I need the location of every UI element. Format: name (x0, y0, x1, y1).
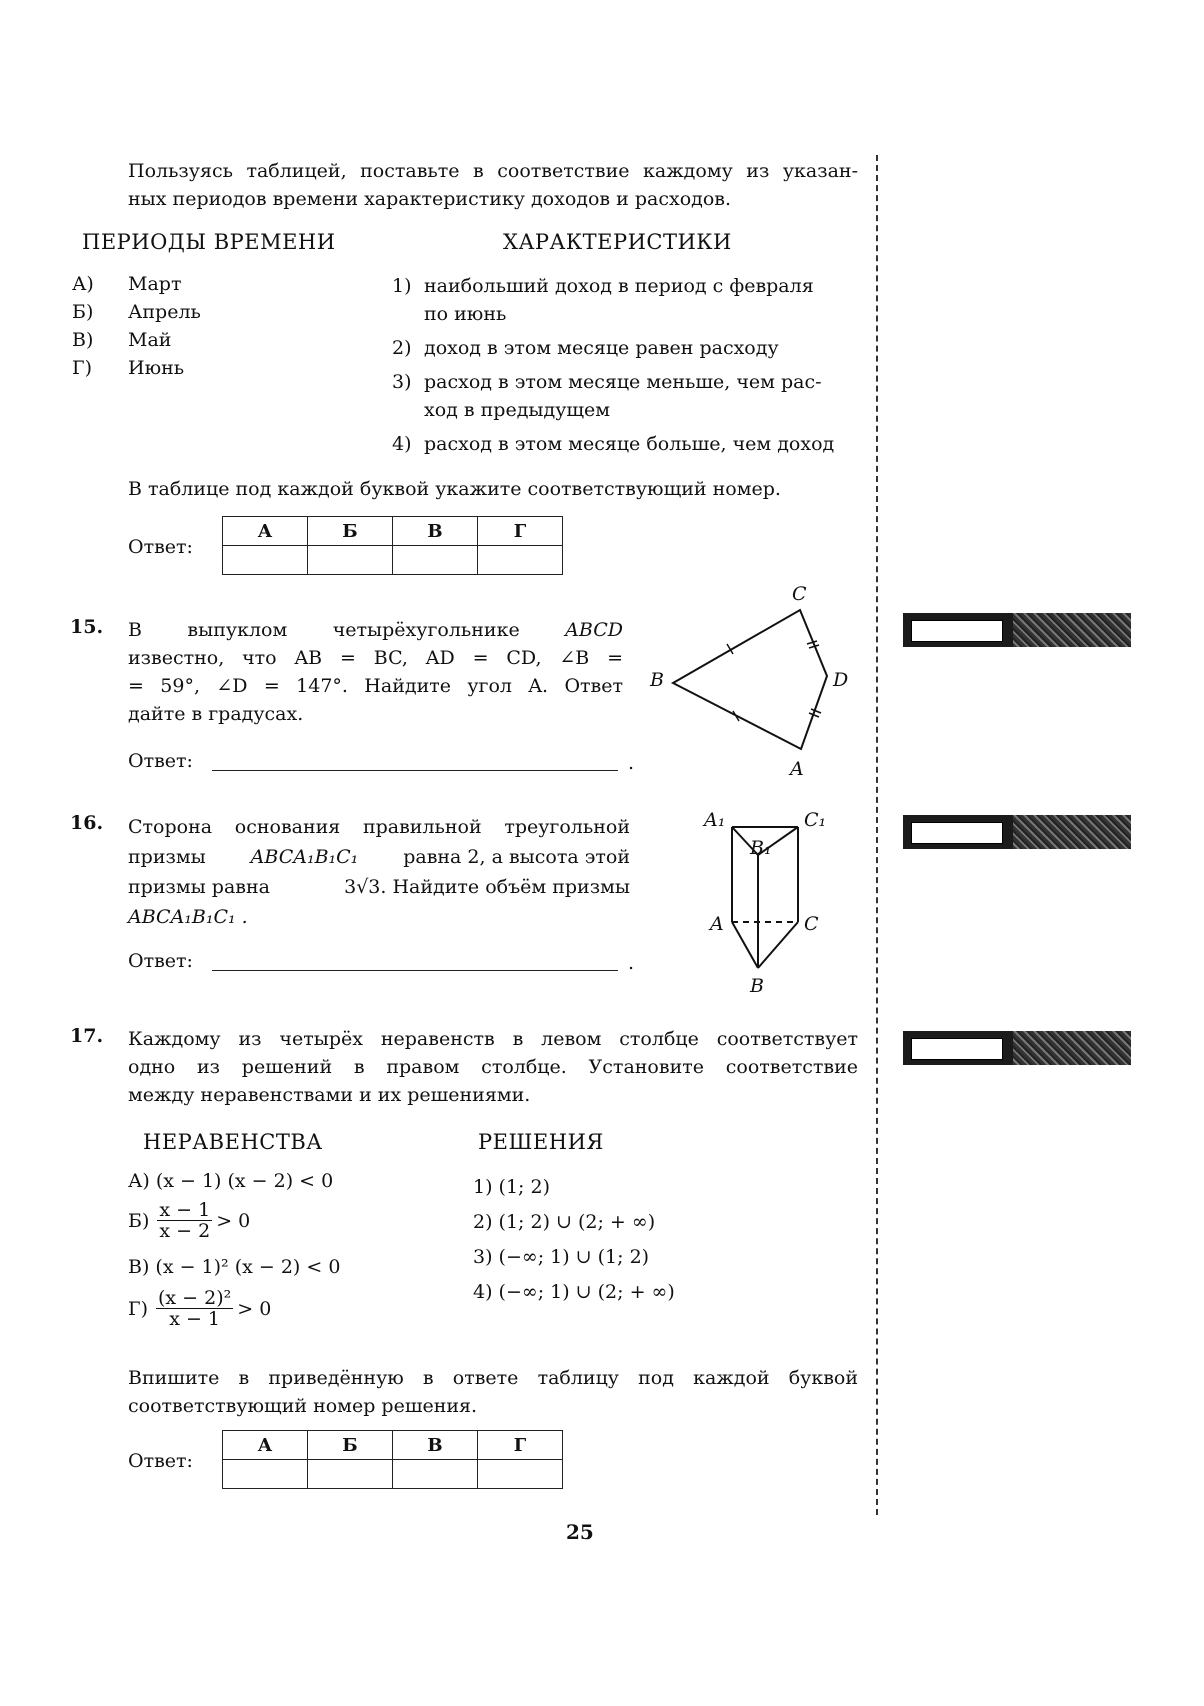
answer-col-v: В (393, 1431, 478, 1460)
q16-prism-figure (700, 800, 840, 1000)
q16-text (128, 812, 630, 932)
period-item-b: Б) Апрель (72, 301, 201, 323)
q15-side-answer-box[interactable] (903, 613, 1131, 647)
q15-side-texture (1013, 613, 1131, 647)
q17-solutions-header: РЕШЕНИЯ (478, 1130, 604, 1154)
q16-answer-dot: . (628, 952, 635, 974)
inequality-a: А) (x − 1) (x − 2) < 0 (128, 1170, 334, 1192)
label-c-prism: C (804, 913, 819, 935)
answer-col-g: Г (478, 1431, 563, 1460)
q17-instr-line-1: Впишите в приведённую в ответе таблицу под каждой буквой (128, 1367, 858, 1389)
answer-col-b: Б (308, 1431, 393, 1460)
solution-3: 3) (−∞; 1) ∪ (1; 2) (473, 1246, 650, 1268)
solution-4: 4) (−∞; 1) ∪ (2; + ∞) (473, 1281, 675, 1303)
periods-header: ПЕРИОДЫ ВРЕМЕНИ (82, 230, 336, 254)
q15-answer-line[interactable] (212, 770, 618, 771)
intro-line-1: Пользуясь таблицей, поставьте в соответствие каждому из указан- (128, 160, 858, 182)
q17-inequalities-header: НЕРАВЕНСТВА (143, 1130, 323, 1154)
label-a-prism: A (710, 913, 724, 935)
q17-answer-label: Ответ: (128, 1450, 193, 1472)
q15-quadrilateral-figure (640, 580, 870, 780)
label-b: B (650, 669, 664, 691)
answer-cell-g[interactable] (478, 546, 563, 575)
q17-side-answer-slot[interactable] (911, 1038, 1003, 1060)
q14-instruction: В таблице под каждой буквой укажите соответствующий номер. (128, 478, 781, 500)
label-c: C (792, 583, 807, 605)
q16-line-3: призмы равна 3√3. Найдите объём призмы (128, 876, 630, 898)
answer-table-input-row (223, 546, 563, 575)
q15-answer-label: Ответ: (128, 750, 193, 772)
answer-col-b: Б (308, 517, 393, 546)
characteristic-item-3: 3) расход в этом месяце меньше, чем рас- ход в предыдущем (392, 371, 822, 421)
q16-side-answer-box[interactable] (903, 815, 1131, 849)
answer-col-v: В (393, 517, 478, 546)
quadrilateral-abcd (673, 610, 827, 749)
page-number: 25 (566, 1520, 594, 1544)
q17-side-answer-box[interactable] (903, 1031, 1131, 1065)
answer-cell-v[interactable] (393, 546, 478, 575)
answer-col-a: А (223, 517, 308, 546)
inequality-b-fraction: $\frac{x - 1}{x - 2}$ (159, 1199, 211, 1242)
intro-line-2: ных периодов времени характеристику доходов и расходов. (128, 188, 732, 210)
label-c1: C₁ (804, 809, 827, 831)
answer-cell-a[interactable] (223, 546, 308, 575)
q17-side-texture (1013, 1031, 1131, 1065)
answer-table-header-row (223, 1431, 563, 1460)
label-b1: B₁ (750, 837, 772, 859)
characteristic-item-2: 2) доход в этом месяце равен расходу (392, 337, 779, 359)
q15-number: 15. (70, 616, 104, 638)
answer-cell-v[interactable] (393, 1460, 478, 1489)
solution-1: 1) (1; 2) (473, 1176, 550, 1198)
inequality-b: Б) $\frac{x - 1}{x - 2}$ > 0 (128, 1199, 251, 1242)
inequality-d: Г) $\frac{\text{(x − 2)²}}{x - 1}$ > 0 (128, 1287, 272, 1330)
q16-number: 16. (70, 812, 104, 834)
q17-number: 17. (70, 1025, 104, 1047)
q15-line-3: = 59°, ∠D = 147°. Найдите угол A. Ответ (128, 675, 623, 697)
label-d: D (833, 669, 849, 691)
q15-side-answer-slot[interactable] (911, 620, 1003, 642)
edge-cb (758, 922, 798, 968)
characteristics-header: ХАРАКТЕРИСТИКИ (503, 230, 732, 254)
solutions-list (473, 1170, 675, 1310)
q16-line-4: ABCA₁B₁C₁ . (128, 906, 248, 928)
answer-col-a: А (223, 1431, 308, 1460)
q16-line-1: Сторона основания правильной треугольной (128, 816, 630, 838)
inequality-d-fraction: $\frac{\text{(x − 2)²}}{x - 1}$ (158, 1287, 232, 1330)
edge-ab (732, 922, 758, 968)
q17-line-2: одно из решений в правом столбце. Установите соответствие (128, 1056, 858, 1078)
q17-line-1: Каждому из четырёх неравенств в левом столбце соответствует (128, 1028, 858, 1050)
period-item-d: Г) Июнь (72, 357, 185, 379)
label-a: A (790, 758, 804, 780)
q17-answer-table (222, 1430, 563, 1489)
answer-table-header-row (223, 517, 563, 546)
q14-answer-label: Ответ: (128, 536, 193, 558)
characteristic-item-4: 4) расход в этом месяце больше, чем доход (392, 433, 835, 455)
q17-text (128, 1025, 858, 1109)
q16-line-2: призмы ABCA₁B₁C₁ равна 2, а высота этой (128, 846, 630, 868)
cut-line (876, 155, 878, 1515)
q15-answer-dot: . (628, 752, 635, 774)
q15-line-1: В выпуклом четырёхугольнике ABCD (128, 619, 623, 641)
label-b-prism: B (750, 975, 764, 997)
q15-line-4: дайте в градусах. (128, 703, 304, 725)
q16-answer-line[interactable] (212, 970, 618, 971)
inequality-c: В) (x − 1)² (x − 2) < 0 (128, 1256, 341, 1278)
q17-line-3: между неравенствами и их решениями. (128, 1084, 531, 1106)
answer-cell-b[interactable] (308, 1460, 393, 1489)
label-a1: A₁ (704, 809, 726, 831)
periods-list (72, 270, 201, 382)
characteristics-list (392, 272, 862, 458)
solution-2: 2) (1; 2) ∪ (2; + ∞) (473, 1211, 656, 1233)
answer-col-g: Г (478, 517, 563, 546)
q17-instr-line-2: соответствующий номер решения. (128, 1395, 478, 1417)
q16-answer-label: Ответ: (128, 950, 193, 972)
q16-side-answer-slot[interactable] (911, 822, 1003, 844)
answer-table-input-row (223, 1460, 563, 1489)
period-item-c: В) Май (72, 329, 172, 351)
q14-answer-table (222, 516, 563, 575)
answer-cell-g[interactable] (478, 1460, 563, 1489)
characteristic-item-1: 1) наибольший доход в период с февраля по июнь (392, 275, 814, 325)
answer-cell-a[interactable] (223, 1460, 308, 1489)
q16-side-texture (1013, 815, 1131, 849)
q15-line-2: известно, что AB = BC, AD = CD, ∠B = (128, 647, 623, 669)
q15-text (128, 616, 623, 728)
period-item-a: А) Март (72, 273, 182, 295)
intro-paragraph (128, 157, 858, 213)
q17-instruction (128, 1364, 858, 1420)
answer-cell-b[interactable] (308, 546, 393, 575)
